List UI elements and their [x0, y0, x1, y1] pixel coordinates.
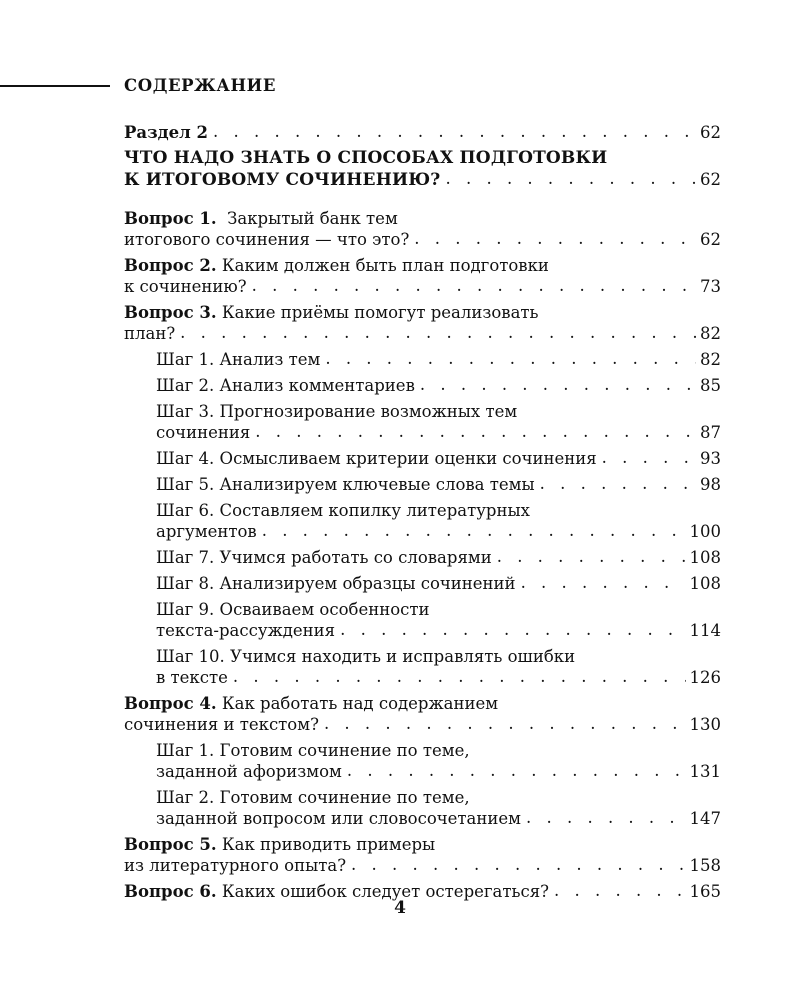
dot-leader [347, 760, 686, 781]
entry-title: Каким должен быть план подготовки [221, 256, 549, 275]
entry-title: Шаг 10. Учимся находить и исправлять ошибки [156, 647, 576, 666]
toc-step-entry[interactable] [124, 474, 721, 495]
entry-label: Вопрос 2. [124, 256, 217, 275]
entry-title: Шаг 7. Учимся работать со словарями [156, 548, 492, 567]
entry-title-cont: к сочинению? [124, 277, 247, 296]
page-ref: 93 [700, 449, 721, 468]
toc-question-entry[interactable] [124, 255, 721, 297]
entry-title-cont: аргументов [156, 522, 257, 541]
entry-title: Какие приёмы помогут реализовать [221, 303, 539, 322]
page-ref: 73 [700, 277, 721, 296]
table-of-contents [124, 122, 721, 907]
dot-leader [233, 666, 686, 687]
dot-leader [497, 546, 686, 567]
entry-title-cont: план? [124, 324, 176, 343]
toc-question-entry[interactable] [124, 693, 721, 735]
page-ref: 108 [689, 548, 721, 567]
toc-question-entry[interactable] [124, 302, 721, 344]
entry-title: Шаг 2. Анализ комментариев [156, 376, 415, 395]
page-ref: 165 [689, 882, 721, 901]
dot-leader [340, 619, 685, 640]
page-ref: 85 [700, 376, 721, 395]
toc-question-entry[interactable] [124, 208, 721, 250]
toc-step-entry[interactable] [124, 375, 721, 396]
page-ref: 158 [689, 856, 721, 875]
dot-leader [414, 228, 696, 249]
page-ref: 82 [700, 324, 721, 343]
entry-title-cont: из литературного опыта? [124, 856, 347, 875]
dot-leader [602, 447, 696, 468]
entry-title: Шаг 1. Готовим сочинение по теме, [156, 741, 470, 760]
entry-title-cont: текста-рассуждения [156, 621, 336, 640]
page-ref: 131 [689, 762, 721, 781]
dot-leader [324, 713, 686, 734]
page-ref: 147 [689, 809, 721, 828]
entry-title-cont: итогового сочинения — что это? [124, 230, 410, 249]
toc-step-entry[interactable] [124, 646, 721, 688]
toc-step-entry[interactable] [124, 787, 721, 829]
dot-leader [521, 572, 686, 593]
entry-label: Вопрос 5. [124, 835, 217, 854]
entry-title: Шаг 2. Готовим сочинение по теме, [156, 788, 470, 807]
section-label: Раздел 2 [124, 123, 208, 142]
entry-label: Вопрос 1. [124, 209, 217, 228]
entry-title-cont: в тексте [156, 668, 228, 687]
page-ref: 100 [689, 522, 721, 541]
page-ref: 62 [700, 170, 721, 189]
page-ref: 114 [689, 621, 721, 640]
page-ref: 82 [700, 350, 721, 369]
toc-question-entry[interactable] [124, 834, 721, 876]
dot-leader [445, 168, 696, 189]
dot-leader [252, 275, 696, 296]
toc-step-entry[interactable] [124, 740, 721, 782]
toc-step-entry[interactable] [124, 547, 721, 568]
heading-rule [0, 85, 110, 87]
page-ref: 108 [689, 574, 721, 593]
entry-label: Вопрос 4. [124, 694, 217, 713]
dot-leader [420, 374, 696, 395]
entry-title: Как работать над содержанием [221, 694, 499, 713]
entry-title: Шаг 6. Составляем копилку литературных [156, 501, 530, 520]
part-title-line1: ЧТО НАДО ЗНАТЬ О СПОСОБАХ ПОДГОТОВКИ [124, 148, 608, 168]
part-title-line2: К ИТОГОВОМУ СОЧИНЕНИЮ? [124, 170, 441, 190]
entry-title: Шаг 3. Прогнозирование возможных тем [156, 402, 518, 421]
toc-step-entry[interactable] [124, 500, 721, 542]
dot-leader [351, 854, 685, 875]
page-ref: 98 [700, 475, 721, 494]
entry-title-cont: заданной афоризмом [156, 762, 342, 781]
toc-step-entry[interactable] [124, 599, 721, 641]
dot-leader [262, 520, 686, 541]
entry-title: Шаг 1. Анализ тем [156, 350, 321, 369]
dot-leader [325, 348, 696, 369]
dot-leader [540, 473, 696, 494]
page-number: 4 [394, 898, 406, 918]
page-ref: 126 [689, 668, 721, 687]
entry-title: Каких ошибок следует остерегаться? [221, 882, 549, 901]
entry-title-cont: сочинения и текстом? [124, 715, 319, 734]
dot-leader [526, 807, 686, 828]
entry-title-cont: заданной вопросом или словосочетанием [156, 809, 521, 828]
entry-title: Шаг 9. Осваиваем особенности [156, 600, 430, 619]
toc-heading: СОДЕРЖАНИЕ [124, 76, 277, 95]
page-ref: 87 [700, 423, 721, 442]
entry-title-cont: сочинения [156, 423, 251, 442]
page-ref: 62 [700, 230, 721, 249]
entry-title: Как приводить примеры [221, 835, 436, 854]
entry-title: Закрытый банк тем [227, 209, 398, 228]
page-ref: 130 [689, 715, 721, 734]
toc-section-entry[interactable] [124, 122, 721, 143]
page-ref: 62 [700, 123, 721, 142]
toc-step-entry[interactable] [124, 448, 721, 469]
entry-title: Шаг 8. Анализируем образцы сочинений [156, 574, 516, 593]
entry-label: Вопрос 3. [124, 303, 217, 322]
toc-step-entry[interactable] [124, 573, 721, 594]
entry-title: Шаг 5. Анализируем ключевые слова темы [156, 475, 535, 494]
toc-step-entry[interactable] [124, 349, 721, 370]
dot-leader [180, 322, 696, 343]
toc-part-title-entry[interactable] [124, 148, 721, 191]
dot-leader [213, 121, 696, 142]
toc-step-entry[interactable] [124, 401, 721, 443]
entry-title: Шаг 4. Осмысливаем критерии оценки сочинения [156, 449, 597, 468]
dot-leader [255, 421, 696, 442]
entry-label: Вопрос 6. [124, 882, 217, 901]
